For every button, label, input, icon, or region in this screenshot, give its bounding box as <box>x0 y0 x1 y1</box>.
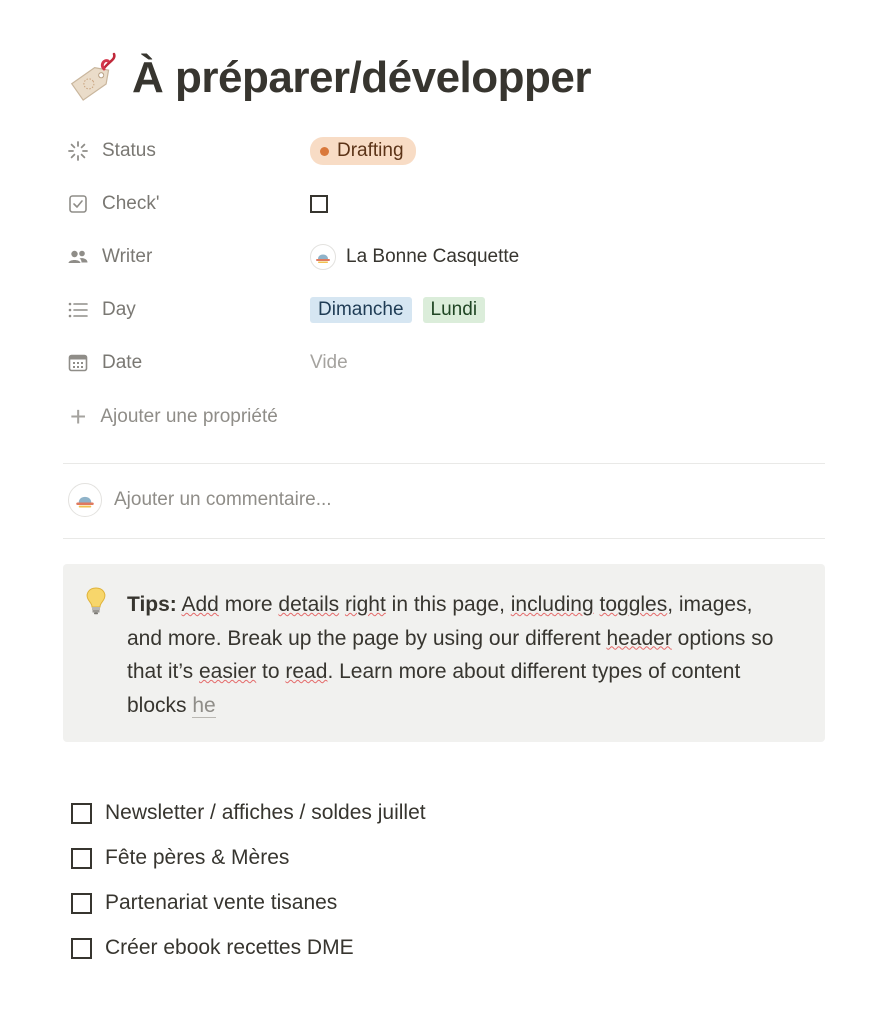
callout-word: easier <box>199 660 257 683</box>
property-label: Check' <box>102 193 160 214</box>
todo-checkbox[interactable] <box>71 803 92 824</box>
calendar-icon <box>66 351 90 375</box>
divider <box>63 538 825 539</box>
divider <box>63 463 825 464</box>
writer-name: La Bonne Casquette <box>346 246 520 267</box>
comment-input[interactable] <box>68 482 332 518</box>
add-property-label: Ajouter une propriété <box>100 406 278 427</box>
day-tag[interactable]: Lundi <box>423 297 486 323</box>
todo-checkbox[interactable] <box>71 848 92 869</box>
status-spinner-icon <box>66 139 90 163</box>
day-tag[interactable]: Dimanche <box>310 297 412 323</box>
callout-segment: , images, and more. Break up the page by using our different <box>127 593 753 650</box>
lightbulb-icon <box>83 586 109 616</box>
todo-label[interactable]: Fête pères & Mères <box>105 846 290 869</box>
status-dot <box>320 147 329 156</box>
todo-label[interactable]: Newsletter / affiches / soldes juillet <box>105 801 426 824</box>
people-icon <box>66 245 90 269</box>
todo-label[interactable]: Créer ebook recettes DME <box>105 936 354 959</box>
status-badge[interactable] <box>310 137 416 165</box>
property-label: Writer <box>102 246 153 267</box>
date-value[interactable] <box>310 352 348 374</box>
check-checkbox[interactable] <box>310 195 328 213</box>
property-status <box>66 131 826 171</box>
todo-item <box>71 887 337 919</box>
callout-segment: to <box>262 660 280 683</box>
comment-placeholder: Ajouter un commentaire... <box>114 489 332 510</box>
todo-item <box>71 842 289 874</box>
callout-segment: in this page, <box>391 593 505 616</box>
property-label: Status <box>102 140 156 161</box>
page-header <box>66 46 591 110</box>
checkbox-icon <box>66 192 90 216</box>
status-text: Drafting <box>337 140 404 161</box>
avatar <box>310 244 336 270</box>
property-day <box>66 290 826 330</box>
todo-label[interactable]: Partenariat vente tisanes <box>105 891 338 914</box>
callout-word: toggles <box>599 593 668 616</box>
tips-callout[interactable] <box>63 564 825 742</box>
property-check-label-wrap[interactable] <box>66 192 310 216</box>
callout-word: Add <box>181 593 219 616</box>
add-property-button[interactable] <box>70 400 278 434</box>
callout-segment: options so that it’s <box>127 626 774 683</box>
day-value[interactable] <box>310 297 496 323</box>
callout-word: read <box>285 660 328 683</box>
list-icon <box>66 298 90 322</box>
todo-item <box>71 797 426 829</box>
property-writer-label-wrap[interactable] <box>66 245 310 269</box>
property-label: Day <box>102 299 136 320</box>
callout-segment: . Learn more about different types of content blocks <box>127 660 741 717</box>
callout-text <box>127 588 777 722</box>
callout-word: header <box>606 626 672 650</box>
ticket-tag-icon[interactable] <box>66 51 120 105</box>
property-check <box>66 184 826 224</box>
callout-word: details <box>278 593 340 616</box>
plus-icon: + <box>70 401 87 432</box>
property-day-label-wrap[interactable] <box>66 298 310 322</box>
page-title[interactable]: À préparer/développer <box>132 53 591 102</box>
callout-word: more <box>224 593 273 616</box>
callout-word: right <box>344 593 386 616</box>
callout-bold: Tips: <box>127 593 177 616</box>
status-value[interactable] <box>310 137 416 165</box>
check-value <box>310 195 328 213</box>
callout-link[interactable]: he <box>192 693 216 717</box>
writer-value[interactable] <box>310 244 519 270</box>
todo-item <box>71 932 354 964</box>
todo-checkbox[interactable] <box>71 938 92 959</box>
date-empty-value: Vide <box>310 352 348 373</box>
avatar <box>68 483 102 517</box>
property-writer <box>66 237 826 277</box>
property-status-label-wrap[interactable] <box>66 139 310 163</box>
todo-checkbox[interactable] <box>71 893 92 914</box>
property-date <box>66 343 826 383</box>
callout-word: including <box>510 593 594 616</box>
property-label: Date <box>102 352 143 373</box>
property-date-label-wrap[interactable] <box>66 351 310 375</box>
